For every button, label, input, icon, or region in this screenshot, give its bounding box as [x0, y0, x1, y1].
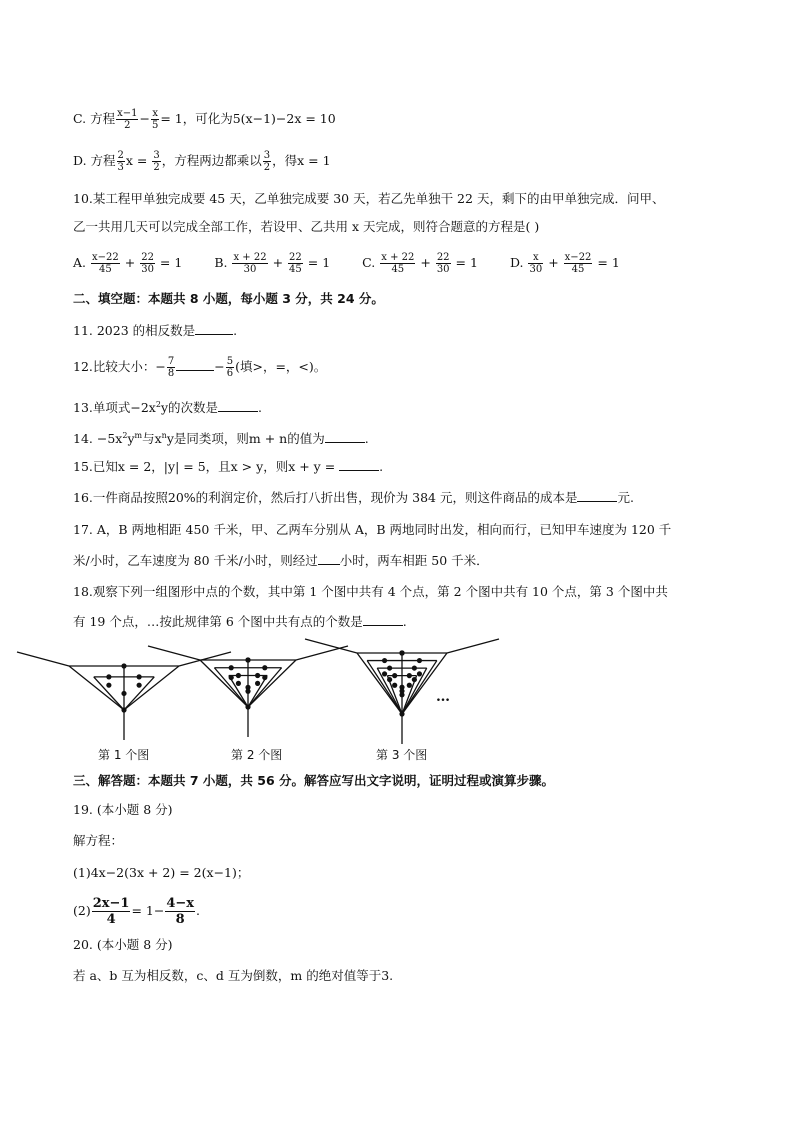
figure-caption-2: 第 2 个图 — [231, 748, 283, 762]
q10-line-2: 乙一共用几天可以完成全部工作，若设甲、乙共用 x 天完成，则符合题意的方程是( ) — [73, 219, 540, 234]
figure-dot — [121, 691, 126, 696]
q17-line-1: 17. A，B 两地相距 450 千米，甲、乙两车分别从 A，B 两地同时出发，相向而行，已知甲车速度为 120 千 — [73, 522, 672, 537]
figure-dot — [412, 677, 417, 682]
figure-dot — [245, 704, 250, 709]
fraction: $\frac{x-22}{45}$ — [564, 252, 592, 275]
figure-dot — [387, 665, 392, 670]
figure-dot — [106, 683, 111, 688]
figure-edge — [377, 668, 402, 714]
figure-edge — [248, 668, 282, 707]
figure-dot — [412, 665, 417, 670]
figure-dot — [255, 681, 260, 686]
figure-edge — [214, 668, 248, 707]
fraction: $\frac{4-x}{8}$ — [166, 896, 195, 927]
figure-dot — [121, 663, 126, 668]
figure-caption-3: 第 3 个图 — [376, 748, 428, 762]
q15: 15.已知x = 2，|y| = 5，且x > y，则x + y = . — [73, 459, 384, 474]
figure-dot — [417, 658, 422, 663]
fraction: $\frac{x}{5}$ — [151, 108, 159, 131]
figure-dot — [255, 673, 260, 678]
q10-option-c[interactable]: C. $\frac{x + 22}{45}$ + $\frac{22}{30}$ = 1 — [362, 252, 478, 275]
fraction: $\frac{5}{6}$ — [226, 356, 234, 379]
q18-line-2: 有 19 个点，…按此规律第 6 个图中共有点的个数是 . — [73, 614, 407, 629]
fraction: $\frac{x}{30}$ — [529, 252, 543, 275]
fraction: $\frac{x-22}{45}$ — [92, 252, 119, 275]
figure-edge — [69, 666, 124, 710]
q19-equation-1: (1)4x−2(3x + 2) = 2(x−1)； — [73, 865, 250, 880]
q20-header: 20. (本小题 8 分) — [73, 937, 173, 952]
q10-line-1: 10.某工程甲单独完成要 45 天，乙单独完成要 30 天，若乙先单独干 22 天，剩下的由甲单独完成．问甲、 — [73, 191, 665, 206]
figure-dot — [137, 683, 142, 688]
figure-dot — [407, 683, 412, 688]
q11: 11. 2023 的相反数是 . — [73, 323, 238, 338]
figure-dot — [245, 657, 250, 662]
figure-dot — [407, 673, 412, 678]
figure-ellipsis: … — [436, 689, 450, 705]
figure-dot — [382, 658, 387, 663]
figure-edge — [124, 677, 154, 710]
figure-arm — [148, 646, 200, 660]
q14: 14. $-5x^2y^m$与$x^ny$是同类项，则m + n的值为 . — [73, 431, 369, 447]
figure-edge — [94, 677, 124, 710]
q17-line-2: 米/小时，乙车速度为 80 千米/小时，则经过 小时，两车相距 50 千米． — [73, 553, 489, 568]
fraction: $\frac{x-1}{2}$ — [117, 108, 138, 131]
figure-caption-1: 第 1 个图 — [98, 748, 150, 762]
fraction: $\frac{x + 22}{30}$ — [233, 252, 267, 275]
figure-dot — [229, 675, 234, 680]
q9-option-d: D. 方程 $\frac{2}{3}$ x = $\frac{3}{2}$ ，方程两边都乘以 $\frac{3}{2}$ ，得x = 1 — [73, 150, 331, 173]
figure-dot — [392, 683, 397, 688]
figure-dot — [106, 674, 111, 679]
q18-line-1: 18.观察下列一组图形中点的个数，其中第 1 个图中共有 4 个点，第 2 个图中共有 10 个点，第 3 个图中共 — [73, 584, 668, 599]
figure-dot — [382, 671, 387, 676]
fraction: $\frac{22}{45}$ — [289, 252, 302, 275]
q12: 12.比较大小：− $\frac{7}{8}$ − $\frac{5}{6}$ (填>，=，<)。 — [73, 356, 327, 379]
figure-dot — [387, 677, 392, 682]
q9-option-c: C. 方程 $\frac{x-1}{2}$ − $\frac{x}{5}$ = 1，可化为5(x−1)−2x = 10 — [73, 108, 336, 131]
figure-dot — [262, 665, 267, 670]
figure-dot — [245, 689, 250, 694]
section-3-heading: 三、解答题：本题共 7 小题，共 56 分。解答应写出文字说明，证明过程或演算步骤。 — [73, 773, 555, 788]
figure-arm — [179, 652, 231, 666]
figure-dot — [229, 665, 234, 670]
q19-equation-2: (2) $\frac{2x-1}{4}$ = 1− $\frac{4-x}{8}$ . — [73, 896, 201, 927]
section-2-heading: 二、填空题：本题共 8 小题，每小题 3 分，共 24 分。 — [73, 291, 384, 306]
q16: 16.一件商品按照20%的利润定价，然后打八折出售，现价为 384 元，则这件商品的成本是 元. — [73, 490, 634, 505]
q19-header: 19. (本小题 8 分) — [73, 802, 173, 817]
figure-dot — [236, 681, 241, 686]
fraction: $\frac{3}{2}$ — [263, 150, 271, 173]
figure-dot — [392, 673, 397, 678]
q10-option-a[interactable]: A. $\frac{x-22}{45}$ + $\frac{22}{30}$ = 1 — [73, 252, 183, 275]
q13: 13.单项式$-2x^2y$的次数是 . — [73, 400, 262, 416]
figure-edge — [124, 666, 179, 710]
figure-dot — [399, 650, 404, 655]
figure-dot — [262, 675, 267, 680]
figure-edge — [402, 668, 427, 714]
q10-option-d[interactable]: D. $\frac{x}{30}$ + $\frac{x-22}{45}$ = 1 — [509, 252, 620, 275]
fraction: $\frac{2x-1}{4}$ — [92, 896, 130, 927]
fraction: $\frac{3}{2}$ — [153, 150, 160, 173]
q10-option-b[interactable]: B. $\frac{x + 22}{30}$ + $\frac{22}{45}$ = 1 — [214, 252, 331, 275]
figure-arm — [447, 639, 499, 653]
figure-arm — [17, 652, 69, 666]
figure-dot — [236, 673, 241, 678]
figure-dot — [399, 711, 404, 716]
figure-dot — [121, 707, 126, 712]
fraction: $\frac{x + 22}{45}$ — [381, 252, 415, 275]
q19-instruction: 解方程： — [73, 833, 124, 848]
figure-dot — [417, 671, 422, 676]
figure-dot — [399, 692, 404, 697]
fraction: $\frac{22}{30}$ — [436, 252, 450, 275]
figure-dot — [137, 674, 142, 679]
q20-text: 若 a、b 互为相反数，c、d 互为倒数，m 的绝对值等于3. — [73, 968, 394, 983]
fraction: $\frac{7}{8}$ — [167, 356, 175, 379]
fraction: $\frac{2}{3}$ — [117, 150, 124, 173]
fraction: $\frac{22}{30}$ — [141, 252, 154, 275]
